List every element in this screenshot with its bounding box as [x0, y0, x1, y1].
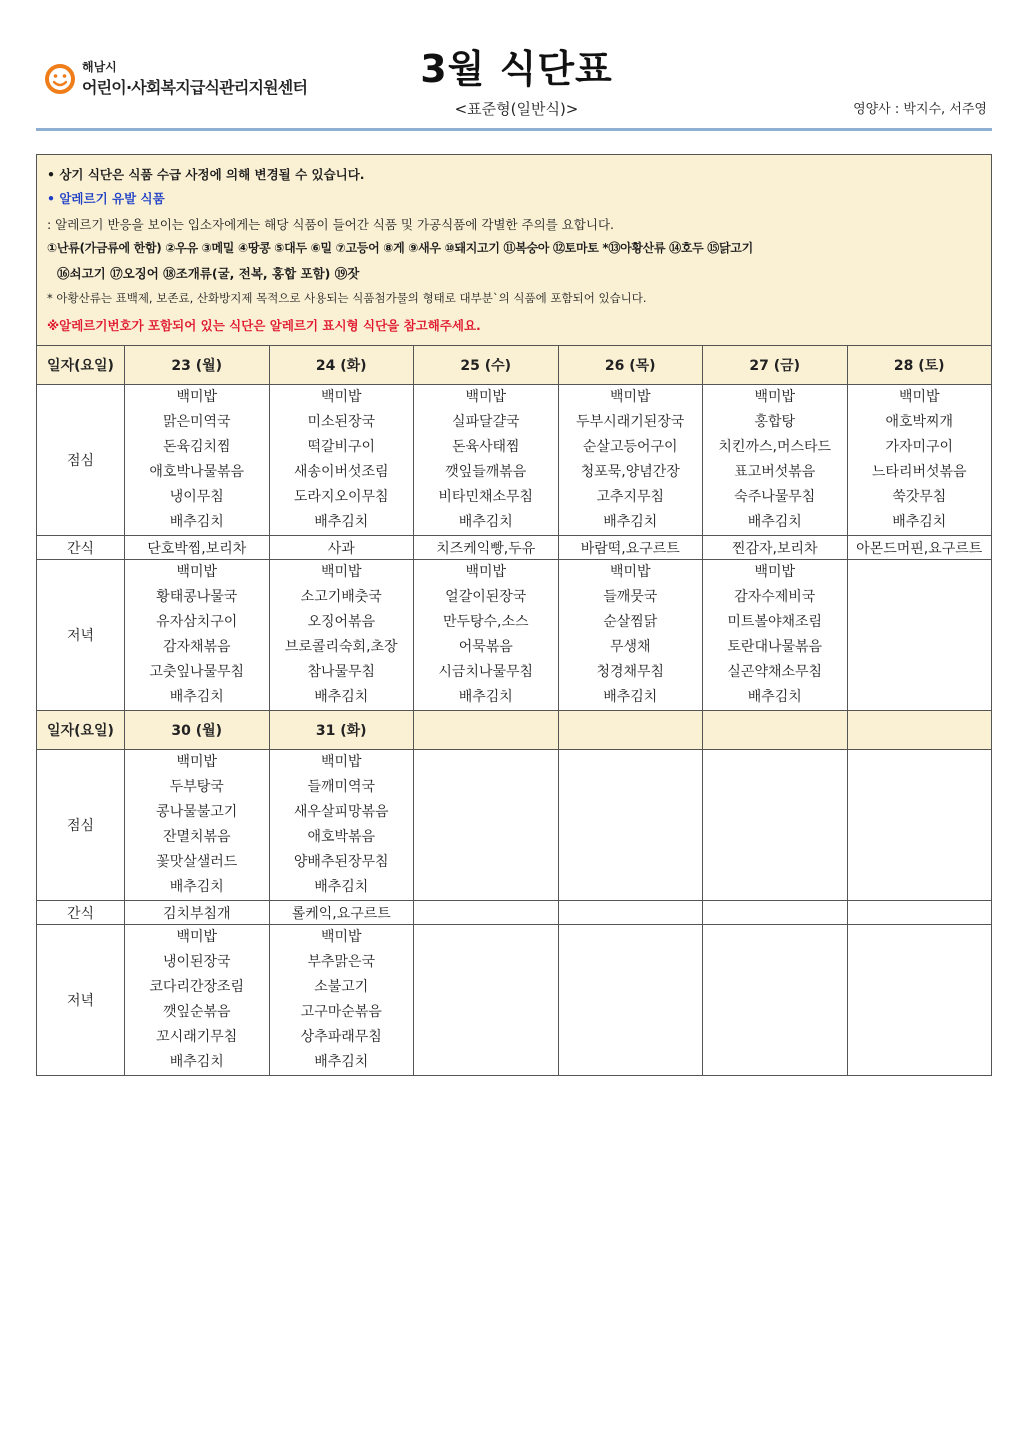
day-header — [703, 711, 848, 750]
day-header: 30 (월) — [125, 711, 270, 750]
snack-menu-cell: 김치부침개 — [125, 901, 270, 925]
logo-city-name: 해남시 — [82, 60, 117, 74]
snack-menu-cell — [847, 901, 992, 925]
dinner-menu-cell — [703, 925, 848, 1076]
lunch-menu-cell — [703, 750, 848, 901]
date-header-label: 일자(요일) — [37, 711, 125, 750]
day-header: 28 (토) — [847, 346, 992, 385]
lunch-menu-cell: 백미밥 들깨미역국 새우살피망볶음 애호박볶음 양배추된장무침 배추김치 — [269, 750, 414, 901]
dietitian-names: 영양사 : 박지수, 서주영 — [853, 102, 987, 117]
notice-change-line: • 상기 식단은 식품 수급 사정에 의해 변경될 수 있습니다. — [47, 167, 365, 182]
snack-menu-cell — [703, 901, 848, 925]
dinner-row — [37, 560, 992, 711]
lunch-label: 점심 — [37, 385, 125, 536]
allergen-list-line-1: ①난류(가금류에 한함) ②우유 ③메밀 ④땅콩 ⑤대두 ⑥밀 ⑦고등어 ⑧게 ⑨새우 ⑩돼지고기 ⑪복숭아 ⑫토마토 *⑬아황산류 ⑭호두 ⑮닭고기 — [47, 241, 753, 255]
sulfite-note: * 아황산류는 표백제, 보존료, 산화방지제 목적으로 사용되는 식품첨가물의 형태로 대부분`의 식품에 포함되어 있습니다. — [47, 291, 647, 305]
day-header: 25 (수) — [414, 346, 559, 385]
dinner-menu-cell: 백미밥 감자수제비국 미트볼야채조림 토란대나물볶음 실곤약채소무침 배추김치 — [703, 560, 848, 711]
dinner-menu-cell — [847, 925, 992, 1076]
day-header — [847, 711, 992, 750]
lunch-menu-cell: 백미밥 두부시래기된장국 순살고등어구이 청포묵,양념간장 고추지무침 배추김치 — [558, 385, 703, 536]
dinner-menu-cell: 백미밥 얼갈이된장국 만두탕수,소스 어묵볶음 시금치나물무침 배추김치 — [414, 560, 559, 711]
snack-menu-cell: 사과 — [269, 536, 414, 560]
lunch-row — [37, 385, 992, 536]
lunch-label: 점심 — [37, 750, 125, 901]
logo-center-name: 어린이·사회복지급식관리지원센터 — [82, 78, 308, 97]
dinner-menu-cell: 백미밥 황태콩나물국 유자삼치구이 감자채볶음 고춧잎나물무침 배추김치 — [125, 560, 270, 711]
day-header: 26 (목) — [558, 346, 703, 385]
day-header: 23 (월) — [125, 346, 270, 385]
day-header — [558, 711, 703, 750]
lunch-menu-cell: 백미밥 맑은미역국 돈육김치찜 애호박나물볶음 냉이무침 배추김치 — [125, 385, 270, 536]
snack-menu-cell: 롤케익,요구르트 — [269, 901, 414, 925]
snack-menu-cell: 단호박찜,보리차 — [125, 536, 270, 560]
allergy-caution-line: : 알레르기 반응을 보이는 입소자에게는 해당 식품이 들어간 식품 및 가공식품에 각별한 주의를 요합니다. — [47, 217, 614, 232]
lunch-menu-cell: 백미밥 홍합탕 치킨까스,머스타드 표고버섯볶음 숙주나물무침 배추김치 — [703, 385, 848, 536]
menu-type-subtitle: <표준형(일반식)> — [454, 100, 579, 118]
dinner-menu-cell: 백미밥 소고기배춧국 오징어볶음 브로콜리숙회,초장 참나물무침 배추김치 — [269, 560, 414, 711]
snack-menu-cell — [414, 901, 559, 925]
dinner-menu-cell — [847, 560, 992, 711]
lunch-menu-cell: 백미밥 두부탕국 콩나물불고기 잔멸치볶음 꽃맛살샐러드 배추김치 — [125, 750, 270, 901]
date-header-label: 일자(요일) — [37, 346, 125, 385]
snack-menu-cell: 바람떡,요구르트 — [558, 536, 703, 560]
menu-table — [36, 345, 992, 1076]
dinner-label: 저녁 — [37, 925, 125, 1076]
snack-menu-cell: 찐감자,보리차 — [703, 536, 848, 560]
lunch-menu-cell — [414, 750, 559, 901]
page-title: 3월 식단표 — [420, 47, 613, 91]
notice-box — [36, 154, 992, 348]
lunch-row — [37, 750, 992, 901]
allergy-heading: • 알레르기 유발 식품 — [47, 191, 165, 206]
snack-menu-cell — [558, 901, 703, 925]
lunch-menu-cell: 백미밥 미소된장국 떡갈비구이 새송이버섯조림 도라지오이무침 배추김치 — [269, 385, 414, 536]
snack-row — [37, 901, 992, 925]
allergy-warning: ※알레르기번호가 포함되어 있는 식단은 알레르기 표시형 식단을 참고해주세요. — [47, 318, 481, 333]
lunch-menu-cell — [558, 750, 703, 901]
dinner-menu-cell: 백미밥 냉이된장국 코다리간장조림 깻잎순볶음 꼬시래기무침 배추김치 — [125, 925, 270, 1076]
lunch-menu-cell: 백미밥 애호박찌개 가자미구이 느타리버섯볶음 쑥갓무침 배추김치 — [847, 385, 992, 536]
allergen-list-line-2: ⑯쇠고기 ⑰오징어 ⑱조개류(굴, 전복, 홍합 포함) ⑲잣 — [57, 266, 360, 281]
day-header: 24 (화) — [269, 346, 414, 385]
day-header — [414, 711, 559, 750]
date-header-row — [37, 346, 992, 385]
snack-menu-cell: 치즈케익빵,두유 — [414, 536, 559, 560]
snack-label: 간식 — [37, 901, 125, 925]
day-header: 27 (금) — [703, 346, 848, 385]
dinner-menu-cell: 백미밥 들깨뭇국 순살찜닭 무생채 청경채무침 배추김치 — [558, 560, 703, 711]
snack-row — [37, 536, 992, 560]
lunch-menu-cell: 백미밥 실파달걀국 돈육사태찜 깻잎들깨볶음 비타민채소무침 배추김치 — [414, 385, 559, 536]
dinner-menu-cell — [414, 925, 559, 1076]
dinner-menu-cell — [558, 925, 703, 1076]
date-header-row — [37, 711, 992, 750]
header-divider — [36, 128, 992, 131]
dinner-label: 저녁 — [37, 560, 125, 711]
dinner-menu-cell: 백미밥 부추맑은국 소불고기 고구마순볶음 상추파래무침 배추김치 — [269, 925, 414, 1076]
dinner-row — [37, 925, 992, 1076]
lunch-menu-cell — [847, 750, 992, 901]
snack-label: 간식 — [37, 536, 125, 560]
day-header: 31 (화) — [269, 711, 414, 750]
snack-menu-cell: 아몬드머핀,요구르트 — [847, 536, 992, 560]
